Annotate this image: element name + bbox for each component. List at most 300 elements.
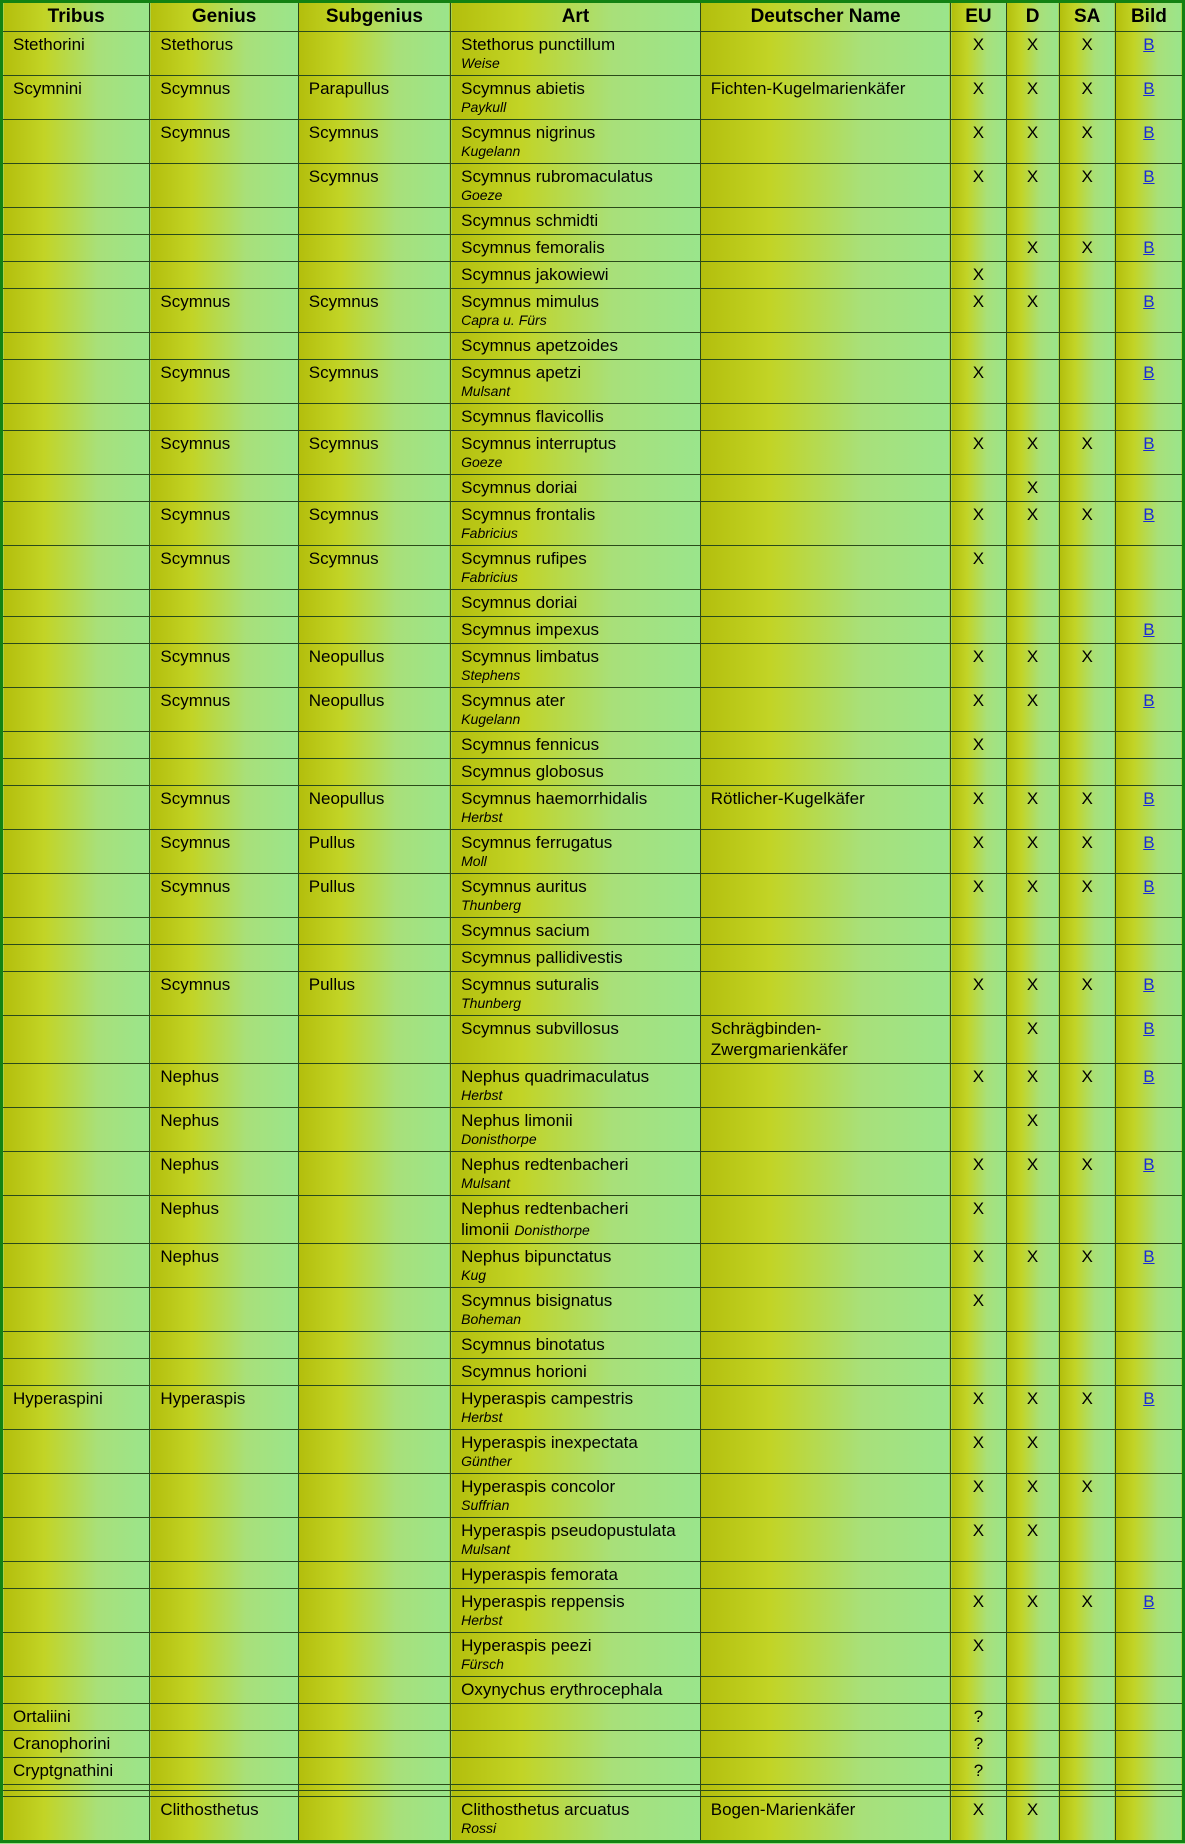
- cell-eu: X: [951, 1152, 1006, 1196]
- cell-tribus: [2, 1797, 150, 1842]
- species-name: Hyperaspis pseudopustulata: [461, 1521, 676, 1540]
- cell-subgenius: [298, 918, 450, 945]
- table-row: [2, 874, 1184, 918]
- cell-genius: Scymnus: [150, 502, 298, 546]
- cell-eu: [951, 1359, 1006, 1386]
- cell-bild: [1115, 1064, 1183, 1108]
- cell-d: X: [1006, 1108, 1059, 1152]
- cell-subgenius: [298, 1152, 450, 1196]
- species-name: Scymnus limbatus: [461, 647, 600, 666]
- cell-genius: [150, 617, 298, 644]
- cell-art: [451, 404, 701, 431]
- cell-bild: [1115, 972, 1183, 1016]
- cell-sa: X: [1059, 786, 1115, 830]
- table-row: [2, 1359, 1184, 1386]
- cell-subgenius: Scymnus: [298, 360, 450, 404]
- cell-genius: [150, 208, 298, 235]
- cell-bild: [1115, 262, 1183, 289]
- cell-eu: X: [951, 1518, 1006, 1562]
- cell-subgenius: [298, 1359, 450, 1386]
- cell-genius: Scymnus: [150, 546, 298, 590]
- cell-art: [451, 786, 701, 830]
- cell-d: X: [1006, 1518, 1059, 1562]
- cell-tribus: [2, 590, 150, 617]
- cell-sa: [1059, 289, 1115, 333]
- cell-art: [451, 1797, 701, 1842]
- species-author: Herbst: [461, 809, 503, 825]
- cell-bild: [1115, 1474, 1183, 1518]
- species-author: Donisthorpe: [514, 1222, 590, 1238]
- cell-art: [451, 732, 701, 759]
- species-name: Scymnus subvillosus: [461, 1019, 619, 1038]
- cell-tribus: [2, 1562, 150, 1589]
- cell-genius: [150, 590, 298, 617]
- cell-tribus: [2, 333, 150, 360]
- cell-tribus: [2, 1332, 150, 1359]
- table-row: [2, 1064, 1184, 1108]
- species-author: Weise: [461, 55, 500, 71]
- cell-genius: [150, 918, 298, 945]
- cell-deutscher-name: [700, 1704, 951, 1731]
- table-row: [2, 732, 1184, 759]
- cell-bild: [1115, 404, 1183, 431]
- cell-genius: [150, 333, 298, 360]
- cell-art: [451, 759, 701, 786]
- col-header-art: Art: [451, 2, 701, 32]
- cell-sa: [1059, 1518, 1115, 1562]
- cell-art: [451, 590, 701, 617]
- cell-art: [451, 945, 701, 972]
- bild-link[interactable]: B: [1143, 691, 1155, 710]
- species-author: Moll: [461, 853, 487, 869]
- cell-art: [451, 208, 701, 235]
- species-name: Scymnus apetzi: [461, 363, 582, 382]
- cell-bild: [1115, 590, 1183, 617]
- bild-link[interactable]: B: [1143, 789, 1155, 808]
- cell-sa: [1059, 262, 1115, 289]
- cell-d: [1006, 1196, 1059, 1244]
- cell-deutscher-name: [700, 431, 951, 475]
- species-name: Scymnus pallidivestis: [461, 948, 623, 967]
- cell-sa: [1059, 1731, 1115, 1758]
- cell-d: X: [1006, 1064, 1059, 1108]
- species-name: Hyperaspis reppensis: [461, 1592, 625, 1611]
- cell-bild: [1115, 431, 1183, 475]
- cell-subgenius: Neopullus: [298, 786, 450, 830]
- cell-eu: [951, 1677, 1006, 1704]
- cell-genius: [150, 475, 298, 502]
- bild-link[interactable]: B: [1143, 1067, 1155, 1086]
- cell-bild: [1115, 945, 1183, 972]
- cell-subgenius: [298, 1386, 450, 1430]
- cell-sa: X: [1059, 644, 1115, 688]
- species-author: Fürsch: [461, 1656, 504, 1672]
- cell-deutscher-name: [700, 289, 951, 333]
- cell-deutscher-name: Schrägbinden-Zwergmarienkäfer: [700, 1016, 951, 1064]
- cell-genius: Scymnus: [150, 431, 298, 475]
- species-name: Scymnus flavicollis: [461, 407, 604, 426]
- bild-link[interactable]: B: [1143, 123, 1155, 142]
- species-name: Scymnus binotatus: [461, 1335, 605, 1354]
- cell-eu: X: [951, 546, 1006, 590]
- cell-bild: [1115, 120, 1183, 164]
- cell-d: X: [1006, 972, 1059, 1016]
- cell-sa: [1059, 1288, 1115, 1332]
- cell-eu: X: [951, 1196, 1006, 1244]
- cell-d: X: [1006, 475, 1059, 502]
- cell-subgenius: Pullus: [298, 874, 450, 918]
- cell-eu: X: [951, 874, 1006, 918]
- cell-art: [451, 502, 701, 546]
- table-row: [2, 1108, 1184, 1152]
- cell-genius: Hyperaspis: [150, 1386, 298, 1430]
- cell-art: [451, 1633, 701, 1677]
- cell-d: X: [1006, 120, 1059, 164]
- cell-subgenius: [298, 1731, 450, 1758]
- table-row: [2, 1589, 1184, 1633]
- cell-sa: [1059, 759, 1115, 786]
- bild-link[interactable]: B: [1143, 79, 1155, 98]
- table-row: [2, 262, 1184, 289]
- cell-d: [1006, 1677, 1059, 1704]
- bild-link[interactable]: B: [1143, 167, 1155, 186]
- cell-subgenius: Scymnus: [298, 431, 450, 475]
- species-name: Hyperaspis inexpectata: [461, 1433, 638, 1452]
- cell-art: [451, 431, 701, 475]
- cell-bild: [1115, 76, 1183, 120]
- cell-subgenius: [298, 732, 450, 759]
- cell-subgenius: [298, 1108, 450, 1152]
- cell-sa: X: [1059, 32, 1115, 76]
- cell-sa: [1059, 732, 1115, 759]
- cell-eu: [951, 1016, 1006, 1064]
- bild-link[interactable]: B: [1143, 1247, 1155, 1266]
- species-author: Fabricius: [461, 525, 518, 541]
- cell-eu: ?: [951, 1758, 1006, 1785]
- bild-link[interactable]: B: [1143, 1389, 1155, 1408]
- cell-genius: [150, 1633, 298, 1677]
- table-row: [2, 1386, 1184, 1430]
- cell-genius: [150, 1430, 298, 1474]
- cell-eu: X: [951, 1288, 1006, 1332]
- cell-tribus: [2, 918, 150, 945]
- cell-tribus: [2, 1589, 150, 1633]
- species-author: Fabricius: [461, 569, 518, 585]
- bild-link[interactable]: B: [1143, 975, 1155, 994]
- cell-subgenius: Neopullus: [298, 688, 450, 732]
- cell-subgenius: [298, 1518, 450, 1562]
- cell-genius: Scymnus: [150, 786, 298, 830]
- cell-art: [451, 874, 701, 918]
- table-row: [2, 1244, 1184, 1288]
- cell-tribus: [2, 786, 150, 830]
- cell-bild: [1115, 644, 1183, 688]
- cell-d: [1006, 262, 1059, 289]
- cell-subgenius: [298, 1797, 450, 1842]
- cell-d: [1006, 590, 1059, 617]
- cell-tribus: [2, 404, 150, 431]
- cell-d: X: [1006, 1474, 1059, 1518]
- cell-eu: X: [951, 688, 1006, 732]
- cell-genius: [150, 1562, 298, 1589]
- species-name: Scymnus impexus: [461, 620, 600, 639]
- table-row: [2, 1758, 1184, 1785]
- table-row: [2, 76, 1184, 120]
- cell-genius: Scymnus: [150, 360, 298, 404]
- species-name: Hyperaspis peezi: [461, 1636, 592, 1655]
- cell-sa: X: [1059, 431, 1115, 475]
- cell-sa: [1059, 1562, 1115, 1589]
- cell-sa: [1059, 1108, 1115, 1152]
- cell-tribus: [2, 1677, 150, 1704]
- species-name: Hyperaspis femorata: [461, 1565, 618, 1584]
- cell-eu: X: [951, 502, 1006, 546]
- table-row: [2, 1332, 1184, 1359]
- cell-subgenius: [298, 617, 450, 644]
- cell-deutscher-name: [700, 333, 951, 360]
- cell-subgenius: [298, 1562, 450, 1589]
- cell-subgenius: Scymnus: [298, 164, 450, 208]
- species-author: Goeze: [461, 187, 503, 203]
- cell-eu: [951, 617, 1006, 644]
- cell-sa: X: [1059, 1589, 1115, 1633]
- species-name: Nephus limonii: [461, 1111, 573, 1130]
- cell-art: [451, 32, 701, 76]
- cell-deutscher-name: [700, 546, 951, 590]
- cell-art: [451, 120, 701, 164]
- cell-tribus: [2, 431, 150, 475]
- cell-d: X: [1006, 874, 1059, 918]
- cell-art: [451, 1332, 701, 1359]
- cell-tribus: [2, 1244, 150, 1288]
- bild-link[interactable]: B: [1143, 238, 1155, 257]
- cell-subgenius: [298, 1430, 450, 1474]
- cell-eu: [951, 208, 1006, 235]
- table-row: [2, 208, 1184, 235]
- cell-deutscher-name: Rötlicher-Kugelkäfer: [700, 786, 951, 830]
- table-row: [2, 404, 1184, 431]
- table-row: [2, 333, 1184, 360]
- cell-deutscher-name: [700, 1589, 951, 1633]
- cell-tribus: [2, 1474, 150, 1518]
- species-author: Stephens: [461, 667, 521, 683]
- cell-subgenius: [298, 1677, 450, 1704]
- cell-bild: [1115, 502, 1183, 546]
- cell-d: [1006, 1633, 1059, 1677]
- species-name: Nephus redtenbacheri: [461, 1155, 629, 1174]
- cell-deutscher-name: [700, 830, 951, 874]
- col-header-genius: Genius: [150, 2, 298, 32]
- bild-link[interactable]: B: [1143, 833, 1155, 852]
- cell-sa: X: [1059, 1474, 1115, 1518]
- cell-art: [451, 1731, 701, 1758]
- bild-link[interactable]: B: [1143, 877, 1155, 896]
- cell-eu: [951, 1108, 1006, 1152]
- species-name: Hyperaspis campestris: [461, 1389, 634, 1408]
- bild-link[interactable]: B: [1143, 434, 1155, 453]
- cell-tribus: Ortaliini: [2, 1704, 150, 1731]
- bild-link[interactable]: B: [1143, 363, 1155, 382]
- cell-genius: [150, 732, 298, 759]
- cell-deutscher-name: [700, 1108, 951, 1152]
- table-row: [2, 546, 1184, 590]
- col-header-tribus: Tribus: [2, 2, 150, 32]
- cell-eu: X: [951, 76, 1006, 120]
- cell-eu: X: [951, 1386, 1006, 1430]
- cell-tribus: [2, 1152, 150, 1196]
- table-row: [2, 972, 1184, 1016]
- bild-link[interactable]: B: [1143, 1592, 1155, 1611]
- cell-sa: [1059, 208, 1115, 235]
- table-row: [2, 830, 1184, 874]
- cell-genius: [150, 759, 298, 786]
- cell-tribus: [2, 874, 150, 918]
- cell-deutscher-name: [700, 404, 951, 431]
- cell-subgenius: Neopullus: [298, 644, 450, 688]
- species-name: Scymnus rubromaculatus: [461, 167, 653, 186]
- cell-sa: [1059, 688, 1115, 732]
- cell-d: X: [1006, 1152, 1059, 1196]
- species-name: Scymnus jakowiewi: [461, 265, 609, 284]
- cell-d: X: [1006, 502, 1059, 546]
- cell-d: X: [1006, 1244, 1059, 1288]
- cell-sa: [1059, 1430, 1115, 1474]
- cell-genius: [150, 1016, 298, 1064]
- species-author: Goeze: [461, 454, 503, 470]
- cell-bild: [1115, 1152, 1183, 1196]
- species-author: Thunberg: [461, 995, 522, 1011]
- cell-bild: [1115, 1108, 1183, 1152]
- bild-link[interactable]: B: [1143, 292, 1155, 311]
- cell-eu: [951, 759, 1006, 786]
- cell-d: [1006, 208, 1059, 235]
- cell-sa: X: [1059, 1386, 1115, 1430]
- cell-subgenius: [298, 1758, 450, 1785]
- cell-bild: [1115, 1731, 1183, 1758]
- cell-d: X: [1006, 786, 1059, 830]
- cell-eu: [951, 475, 1006, 502]
- cell-genius: [150, 945, 298, 972]
- cell-sa: [1059, 1016, 1115, 1064]
- species-name: Nephus quadrimaculatus: [461, 1067, 650, 1086]
- species-name: Clithosthetus arcuatus: [461, 1800, 630, 1819]
- cell-deutscher-name: [700, 1386, 951, 1430]
- cell-sa: [1059, 404, 1115, 431]
- table-row: [2, 1016, 1184, 1064]
- cell-d: X: [1006, 431, 1059, 475]
- cell-genius: Scymnus: [150, 289, 298, 333]
- cell-genius: [150, 1677, 298, 1704]
- cell-genius: [150, 1288, 298, 1332]
- cell-tribus: [2, 945, 150, 972]
- table-row: [2, 1704, 1184, 1731]
- cell-bild: [1115, 918, 1183, 945]
- species-name: Scymnus suturalis: [461, 975, 600, 994]
- cell-art: [451, 164, 701, 208]
- species-author: Donisthorpe: [461, 1131, 537, 1147]
- cell-d: X: [1006, 1589, 1059, 1633]
- cell-bild: [1115, 1758, 1183, 1785]
- cell-art: [451, 918, 701, 945]
- species-author: Boheman: [461, 1311, 522, 1327]
- cell-genius: Scymnus: [150, 120, 298, 164]
- cell-sa: [1059, 333, 1115, 360]
- bild-link[interactable]: B: [1143, 1019, 1155, 1038]
- cell-deutscher-name: [700, 1064, 951, 1108]
- cell-genius: Nephus: [150, 1244, 298, 1288]
- cell-bild: [1115, 1332, 1183, 1359]
- cell-bild: [1115, 360, 1183, 404]
- cell-deutscher-name: [700, 1359, 951, 1386]
- bild-link[interactable]: B: [1143, 35, 1155, 54]
- cell-sa: [1059, 918, 1115, 945]
- cell-art: [451, 1064, 701, 1108]
- species-author: Thunberg: [461, 897, 522, 913]
- species-name: Scymnus apetzoides: [461, 336, 618, 355]
- bild-link[interactable]: B: [1143, 505, 1155, 524]
- cell-deutscher-name: [700, 1244, 951, 1288]
- table-row: [2, 431, 1184, 475]
- cell-tribus: [2, 972, 150, 1016]
- cell-tribus: [2, 360, 150, 404]
- cell-bild: [1115, 1244, 1183, 1288]
- cell-art: [451, 1677, 701, 1704]
- cell-tribus: [2, 120, 150, 164]
- table-row: [2, 918, 1184, 945]
- cell-bild: [1115, 1288, 1183, 1332]
- cell-art: [451, 1108, 701, 1152]
- cell-d: X: [1006, 830, 1059, 874]
- cell-tribus: [2, 1016, 150, 1064]
- cell-deutscher-name: [700, 972, 951, 1016]
- cell-subgenius: [298, 1633, 450, 1677]
- cell-art: [451, 830, 701, 874]
- col-header-deutscher-name: Deutscher Name: [700, 2, 951, 32]
- table-row: [2, 502, 1184, 546]
- cell-genius: [150, 164, 298, 208]
- cell-subgenius: [298, 1474, 450, 1518]
- species-author: Capra u. Fürs: [461, 312, 547, 328]
- cell-art: [451, 289, 701, 333]
- cell-art: [451, 475, 701, 502]
- cell-deutscher-name: [700, 1474, 951, 1518]
- bild-link[interactable]: B: [1143, 620, 1155, 639]
- cell-eu: X: [951, 732, 1006, 759]
- cell-tribus: Cryptgnathini: [2, 1758, 150, 1785]
- species-name: Stethorus punctillum: [461, 35, 616, 54]
- cell-subgenius: [298, 1589, 450, 1633]
- bild-link[interactable]: B: [1143, 1155, 1155, 1174]
- cell-deutscher-name: [700, 120, 951, 164]
- cell-deutscher-name: [700, 1288, 951, 1332]
- table-row: [2, 617, 1184, 644]
- cell-tribus: [2, 502, 150, 546]
- cell-deutscher-name: [700, 262, 951, 289]
- cell-tribus: [2, 1196, 150, 1244]
- cell-eu: X: [951, 1474, 1006, 1518]
- cell-d: [1006, 617, 1059, 644]
- cell-deutscher-name: [700, 1677, 951, 1704]
- cell-d: [1006, 1704, 1059, 1731]
- cell-bild: [1115, 1633, 1183, 1677]
- table-row: [2, 688, 1184, 732]
- table-row: [2, 120, 1184, 164]
- table-row: [2, 1562, 1184, 1589]
- table-row: [2, 235, 1184, 262]
- species-name: Hyperaspis concolor: [461, 1477, 616, 1496]
- cell-deutscher-name: [700, 918, 951, 945]
- cell-sa: [1059, 475, 1115, 502]
